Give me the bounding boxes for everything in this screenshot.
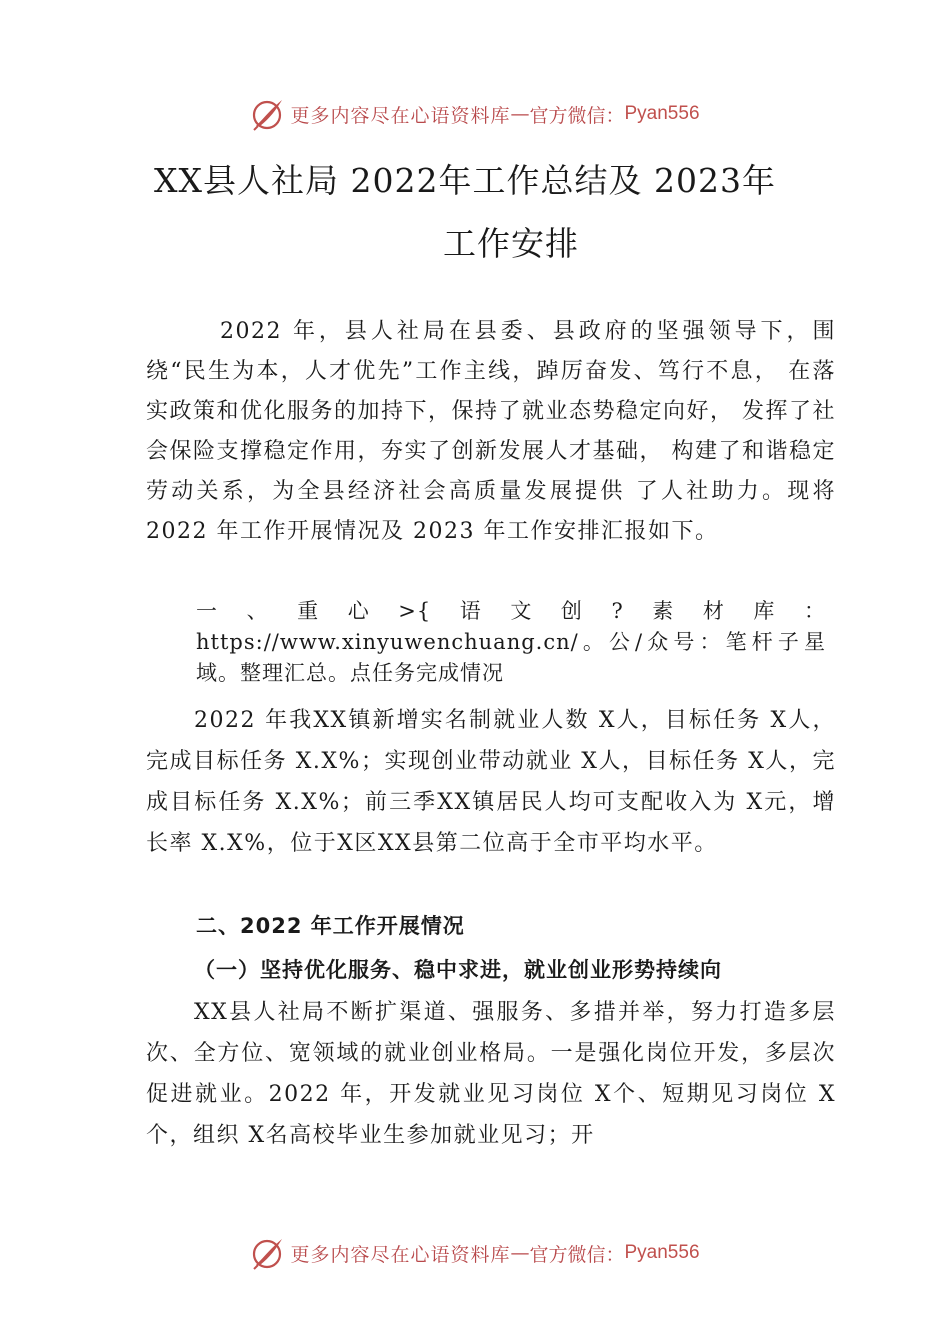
watermark-separator: —: [510, 1242, 530, 1264]
quill-logo-icon: [250, 96, 286, 132]
watermark-bottom: [0, 1233, 950, 1273]
section-1-heading: 一、重心>{语文创?素材库：https://www.xinyuwenchuang.cn/。公/众号：笔杆子星域。整理汇总。点任务完成情况: [196, 599, 826, 685]
quill-logo-icon: [250, 1235, 286, 1271]
section-2-body: XX县人社局不断扩渠道、强服务、多措并举，努力打造多层次、全方位、宽领域的就业创业格局。一是强化岗位开发，多层次促进就业。2022 年，开发就业见习岗位 X个、短期见习岗位 X个，组织 X名高校毕业生参加就业见习；开: [146, 1000, 836, 1148]
intro-paragraph: 2022 年，县人社局在县委、县政府的坚强领导下，围绕“民生为本，人才优先”工作主线，踔厉奋发、笃行不息， 在落实政策和优化服务的加持下，保持了就业态势稳定向好， 发挥了社会保险支撑稳定作用，夯实了创新发展人才基础， 构建了和谐稳定劳动关系，为全县经济社会高质量发展提供 了人社助力。现将 2022 年工作开展情况及 2023 年工作安排汇报如下。: [146, 319, 836, 544]
watermark-id: Pyan556: [624, 103, 700, 124]
document-title-line-2: 工作安排: [443, 224, 579, 263]
watermark-separator: —: [510, 103, 530, 125]
watermark-label: 官方微信：: [529, 1243, 625, 1266]
watermark-top: [0, 94, 950, 134]
section-2-subheading: （一）坚持优化服务、稳中求进，就业创业形势持续向: [194, 957, 722, 982]
watermark-id: Pyan556: [624, 1242, 700, 1263]
watermark-text: 更多内容尽在心语资料库: [290, 104, 511, 127]
section-1-body: 2022 年我XX镇新增实名制就业人数 X人，目标任务 X人，完成目标任务 X.X%；实现创业带动就业 X人，目标任务 X人，完成目标任务 X.X%；前三季XX镇居民人均可支配收入为 X元，增长率 X.X%，位于X区XX县第二位高于全市平均水平。: [146, 708, 836, 856]
watermark-label: 官方微信：: [529, 104, 625, 127]
section-2-heading: 二、2022 年工作开展情况: [196, 914, 465, 938]
document-title-line-1: XX县人社局 2022年工作总结及 2023年: [154, 161, 776, 200]
watermark-text: 更多内容尽在心语资料库: [290, 1243, 511, 1266]
